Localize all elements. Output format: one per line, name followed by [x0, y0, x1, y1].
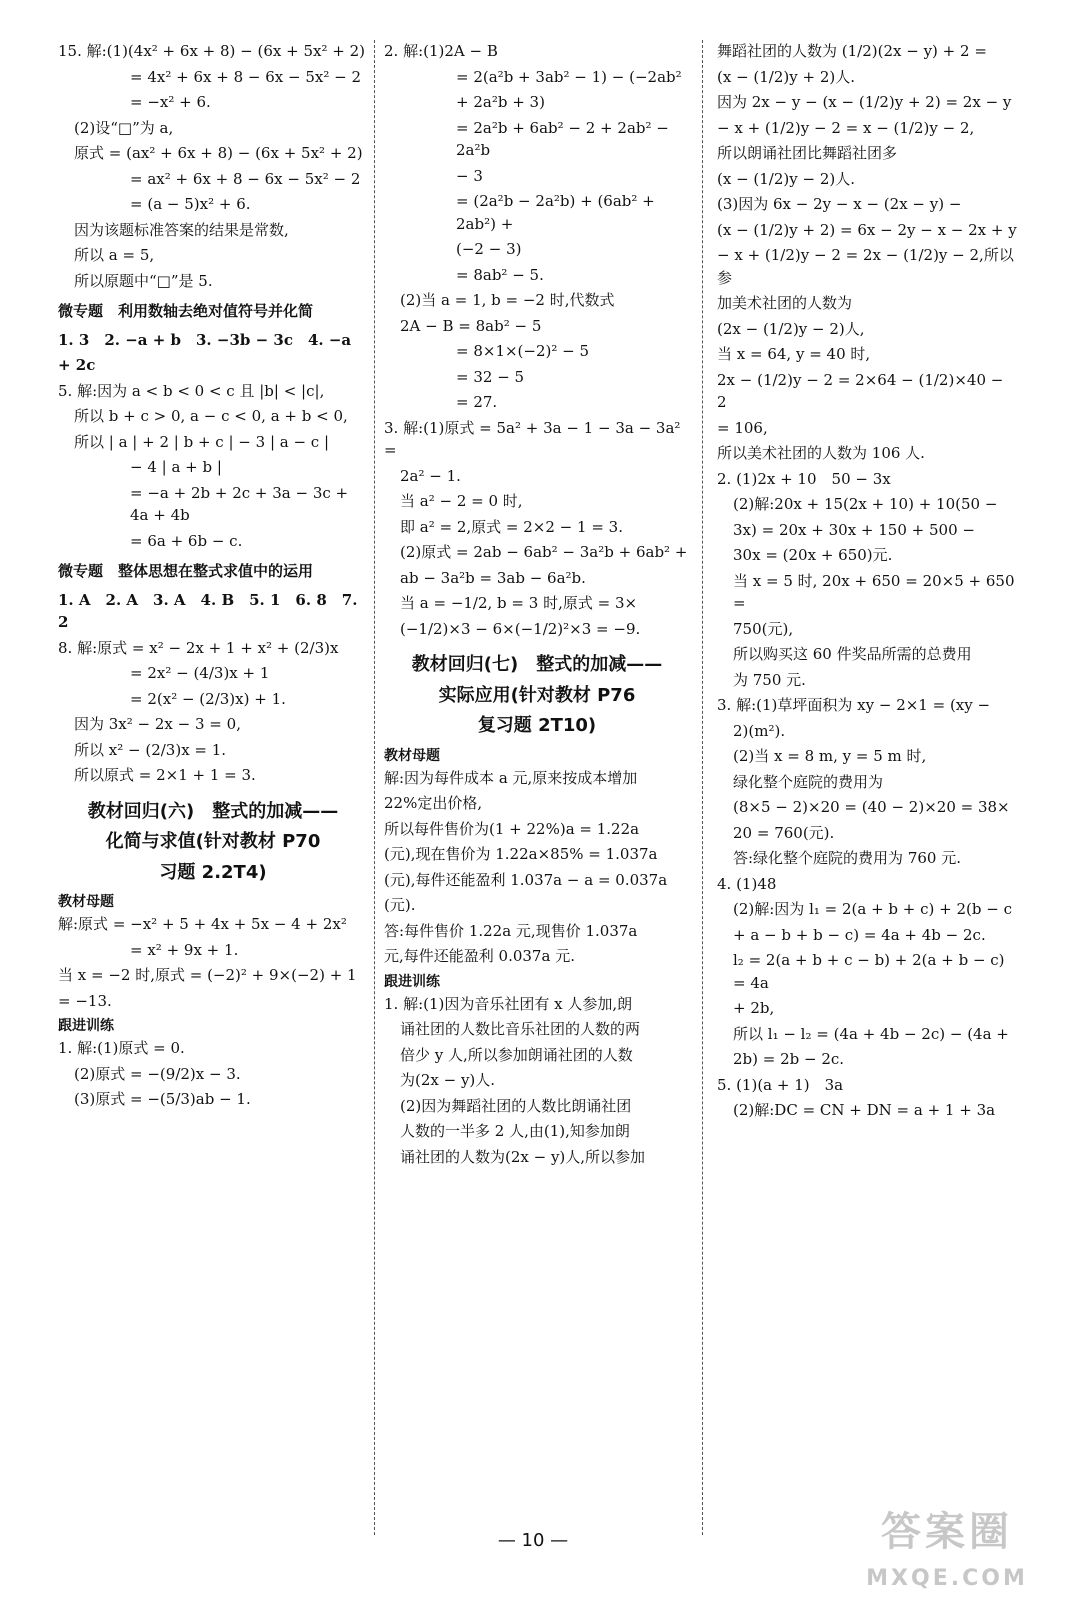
answer-line: 倍少 y 人,所以参加朗诵社团的人数 — [400, 1045, 633, 1064]
topic-heading: 微专题 整体思想在整式求值中的运用 — [58, 562, 314, 580]
answer-line: 所以每件售价为(1 + 22%)a = 1.22a — [384, 819, 640, 838]
answer-line: 当 a = −1/2, b = 3 时,原式 = 3× — [400, 594, 638, 612]
answer-line: (2x − (1/2)y − 2)人, — [717, 319, 865, 338]
answer-line: 2)(m²). — [733, 721, 786, 740]
answer-line: (2)解:因为 l₁ = 2(a + b + c) + 2(b − c — [733, 900, 1012, 918]
answer-line: = (a − 5)x² + 6. — [130, 195, 251, 213]
answer-line: = (2a²b − 2a²b) + (6ab² + 2ab²) + — [456, 192, 660, 233]
section-title-line: 教材回归(七) 整式的加减—— — [411, 654, 663, 675]
column-divider — [374, 40, 375, 1535]
answer-line: 舞蹈社团的人数为 (1/2)(2x − y) + 2 = — [717, 42, 987, 60]
answer-line: + 2b, — [733, 999, 775, 1017]
answer-line: 所以朗诵社团比舞蹈社团多 — [717, 144, 898, 162]
answer-line: 4. (1)48 — [717, 874, 777, 893]
answer-line: 加美术社团的人数为 — [717, 294, 853, 312]
answer-line: 因为 2x − y − (x − (1/2)y + 2) = 2x − y — [717, 93, 1012, 111]
answer-line: (x − (1/2)y + 2) = 6x − 2y − x − 2x + y — [717, 220, 1017, 239]
answer-line: (元),每件还能盈利 1.037a − a = 0.037a — [384, 870, 668, 889]
answer-line: 5. 解:因为 a < b < 0 < c 且 |b| < |c|, — [58, 381, 325, 400]
column-divider — [702, 40, 703, 1535]
answer-line: (2)设“□”为 a, — [74, 118, 174, 137]
answer-line: 750(元), — [733, 619, 794, 638]
answer-line: = 2(a²b + 3ab² − 1) − (−2ab² — [456, 67, 682, 86]
answer-line: 所以 x² − (2/3)x = 1. — [74, 740, 227, 759]
answer-line: 解:因为每件成本 a 元,原来按成本增加 — [384, 768, 638, 787]
answer-line: 3x) = 20x + 30x + 150 + 500 − — [733, 520, 975, 539]
answer-line: (元),现在售价为 1.22a×85% = 1.037a — [384, 845, 658, 864]
answer-line: 为(2x − y)人. — [400, 1071, 496, 1090]
answer-line: (2)原式 = −(9/2)x − 3. — [74, 1064, 241, 1083]
answer-line: = 106, — [717, 418, 768, 437]
subsection-label: 教材母题 — [58, 894, 114, 911]
answer-line: 1. 解:(1)因为音乐社团有 x 人参加,朗 — [384, 994, 633, 1013]
section-title — [384, 650, 690, 742]
answer-line: 2. 解:(1)2A − B — [384, 42, 498, 60]
answer-line: 3. 解:(1)草坪面积为 xy − 2×1 = (xy − — [717, 696, 991, 714]
answer-line: 解:原式 = −x² + 5 + 4x + 5x − 4 + 2x² — [58, 915, 347, 934]
answer-line: 所以 l₁ − l₂ = (4a + 4b − 2c) − (4a + — [733, 1024, 1009, 1043]
answer-line: = x² + 9x + 1. — [130, 940, 239, 959]
answer-line: 当 a² − 2 = 0 时, — [400, 492, 523, 510]
answer-line: (元). — [384, 896, 416, 915]
section-title-line: 习题 2.2T4) — [159, 861, 267, 883]
answer-line: = 2a²b + 6ab² − 2 + 2ab² − 2a²b — [456, 118, 674, 159]
section-title-line: 实际应用(针对教材 P76 — [438, 684, 636, 706]
answer-line: 即 a² = 2,原式 = 2×2 − 1 = 3. — [400, 517, 623, 536]
answer-line: 所以 a = 5, — [74, 246, 155, 264]
answer-line: 所以购买这 60 件奖品所需的总费用 — [733, 645, 972, 663]
answer-line: (−2 − 3) — [456, 240, 522, 258]
answer-line: 答:绿化整个庭院的费用为 760 元. — [733, 849, 961, 867]
answer-line: 所以原式 = 2×1 + 1 = 3. — [74, 766, 256, 784]
right-column — [717, 40, 1020, 1540]
answer-line: − 3 — [456, 166, 483, 185]
section-title — [58, 797, 368, 889]
answer-line: 1. A 2. A 3. A 4. B 5. 1 6. 8 7. 2 — [58, 590, 363, 631]
answer-line: 所以原题中“□”是 5. — [74, 271, 213, 290]
watermark-logo — [842, 1502, 1052, 1592]
answer-line: = 8×1×(−2)² − 5 — [456, 342, 590, 360]
answer-line: 人数的一半多 2 人,由(1),知参加朗 — [400, 1122, 630, 1141]
section-title-line: 复习题 2T10) — [477, 715, 597, 737]
left-column — [58, 40, 368, 1540]
answer-line: 22%定出价格, — [384, 794, 483, 813]
answer-line: ab − 3a²b = 3ab − 6a²b. — [400, 568, 586, 587]
answer-line: 因为该题标准答案的结果是常数, — [74, 220, 289, 239]
answer-line: 20 = 760(元). — [733, 823, 835, 842]
answer-line: = 2x² − (4/3)x + 1 — [130, 664, 270, 682]
topic-heading: 微专题 利用数轴去绝对值符号并化简 — [58, 302, 314, 320]
answer-line: = 27. — [456, 393, 498, 411]
answer-line: (2)因为舞蹈社团的人数比朗诵社团 — [400, 1096, 632, 1115]
answer-line: 1. 3 2. −a + b 3. −3b − 3c 4. −a — [58, 330, 352, 349]
answer-line: 当 x = −2 时,原式 = (−2)² + 9×(−2) + 1 — [58, 966, 357, 985]
subsection-label: 教材母题 — [384, 747, 440, 764]
answer-line: + 2c — [58, 356, 96, 374]
answer-line: 2. (1)2x + 10 50 − 3x — [717, 469, 891, 488]
answer-line: (2)解:20x + 15(2x + 10) + 10(50 − — [733, 495, 998, 513]
page-number: — 10 — — [497, 1530, 569, 1551]
answer-line: 2b) = 2b − 2c. — [733, 1050, 845, 1068]
answer-line: = 8ab² − 5. — [456, 265, 544, 284]
answer-line: 5. (1)(a + 1) 3a — [717, 1075, 844, 1094]
answer-line: 8. 解:原式 = x² − 2x + 1 + x² + (2/3)x — [58, 638, 339, 657]
answer-line: = 6a + 6b − c. — [130, 531, 243, 550]
answer-line: 2x − (1/2)y − 2 = 2×64 − (1/2)×40 − 2 — [717, 370, 1009, 411]
answer-line: 当 x = 5 时, 20x + 650 = 20×5 + 650 = — [733, 571, 1020, 612]
answer-line: 2A − B = 8ab² − 5 — [400, 316, 542, 335]
answer-line: (8×5 − 2)×20 = (40 − 2)×20 = 38× — [733, 798, 1010, 816]
answer-line: (3)原式 = −(5/3)ab − 1. — [74, 1090, 251, 1109]
answer-line: (3)因为 6x − 2y − x − (2x − y) − — [717, 195, 962, 213]
answer-line: 答:每件售价 1.22a 元,现售价 1.037a — [384, 921, 638, 940]
answer-line: + 2a²b + 3) — [456, 93, 545, 111]
answer-line: 诵社团的人数为(2x − y)人,所以参加 — [400, 1147, 646, 1166]
answer-line: + a − b + b − c) = 4a + 4b − 2c. — [733, 925, 986, 944]
answer-line: = 32 − 5 — [456, 367, 525, 386]
answer-line: 为 750 元. — [733, 670, 806, 689]
answer-line: (x − (1/2)y + 2)人. — [717, 67, 856, 86]
answer-line: (−1/2)×3 − 6×(−1/2)²×3 = −9. — [400, 619, 641, 638]
answer-line: (2)解:DC = CN + DN = a + 1 + 3a — [733, 1101, 996, 1119]
middle-column — [384, 40, 690, 1540]
answer-line: 所以 b + c > 0, a − c < 0, a + b < 0, — [74, 407, 348, 425]
answer-line: = −13. — [58, 991, 112, 1010]
watermark-text: 答案圈 — [881, 1509, 1013, 1555]
subsection-label: 跟进训练 — [58, 1018, 114, 1035]
answer-line: − x + (1/2)y − 2 = 2x − (1/2)y − 2,所以参 — [717, 246, 1014, 287]
answer-line: 15. 解:(1)(4x² + 6x + 8) − (6x + 5x² + 2) — [58, 42, 365, 60]
answer-line: 3. 解:(1)原式 = 5a² + 3a − 1 − 3a − 3a² = — [384, 418, 686, 459]
section-title-line: 教材回归(六) 整式的加减—— — [87, 800, 339, 822]
section-title-line: 化简与求值(针对教材 P70 — [105, 831, 321, 853]
answer-line: (2)原式 = 2ab − 6ab² − 3a²b + 6ab² + — [400, 543, 688, 561]
answer-line: 1. 解:(1)原式 = 0. — [58, 1039, 185, 1058]
answer-line: = 4x² + 6x + 8 − 6x − 5x² − 2 — [130, 67, 361, 86]
watermark-url: MXQE.COM — [866, 1566, 1028, 1591]
answer-line: 绿化整个庭院的费用为 — [733, 772, 884, 791]
answer-line: l₂ = 2(a + b + c − b) + 2(a + b − c) = 4a — [733, 951, 1010, 992]
answer-line: − x + (1/2)y − 2 = x − (1/2)y − 2, — [717, 118, 975, 137]
answer-line: = −x² + 6. — [130, 93, 211, 111]
answer-line: (2)当 a = 1, b = −2 时,代数式 — [400, 291, 615, 309]
answer-line: 所以 | a | + 2 | b + c | − 3 | a − c | — [74, 432, 330, 451]
answer-line: (2)当 x = 8 m, y = 5 m 时, — [733, 747, 927, 765]
answer-line: 元,每件还能盈利 0.037a 元. — [384, 947, 575, 966]
subsection-label: 跟进训练 — [384, 973, 440, 990]
answer-line: 当 x = 64, y = 40 时, — [717, 345, 871, 363]
answer-line: 所以美术社团的人数为 106 人. — [717, 444, 925, 462]
answer-line: = 2(x² − (2/3)x) + 1. — [130, 689, 286, 708]
answer-line: = −a + 2b + 2c + 3a − 3c + 4a + 4b — [130, 483, 353, 524]
answer-line: 原式 = (ax² + 6x + 8) − (6x + 5x² + 2) — [74, 144, 363, 162]
answer-line: 30x = (20x + 650)元. — [733, 546, 893, 564]
answer-line: (x − (1/2)y − 2)人. — [717, 169, 856, 188]
answer-line: 因为 3x² − 2x − 3 = 0, — [74, 715, 241, 733]
answer-line: − 4 | a + b | — [130, 458, 222, 476]
answer-line: 诵社团的人数比音乐社团的人数的两 — [400, 1020, 641, 1039]
answer-line: = ax² + 6x + 8 − 6x − 5x² − 2 — [130, 169, 361, 188]
answer-line: 2a² − 1. — [400, 466, 461, 485]
